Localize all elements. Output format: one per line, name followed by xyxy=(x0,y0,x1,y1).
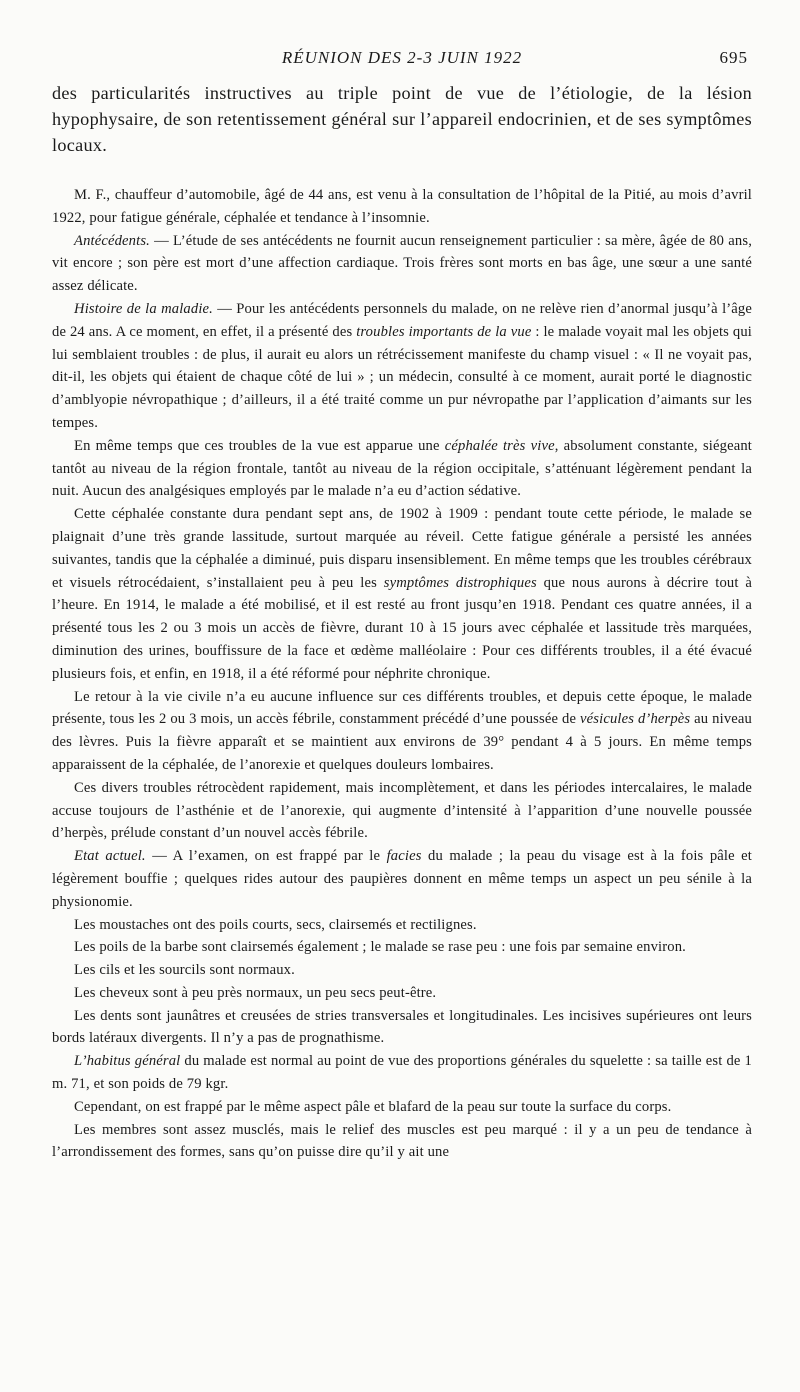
page-number: 695 xyxy=(719,48,748,67)
section-heading: L’habitus général xyxy=(74,1053,181,1070)
paragraph-habitus: L’habitus général du malade est normal au point de vue des proportions générales du squelette : sa taille est de 1 m. 71, et son poids de 79 kgr. xyxy=(52,1053,752,1093)
paragraph-civil-life: Le retour à la vie civile n’a eu aucune influence sur ces différents troubles, et depuis cette époque, le malade présente, tous les 2 ou 3 mois, un accès fébrile, constamment précédé d’une poussée de vésicules d’herpès au niveau des lèvres. Puis la fièvre apparaît et se maintient aux environs de 39° pendant 4 à 5 jours. En même temps apparaissent de la céphalée, de l’anorexie et quelques douleurs lombaires. xyxy=(52,688,752,773)
paragraph-history: Histoire de la maladie. — Pour les antécédents personnels du malade, on ne relève rien d’anormal jusqu’à l’âge de 24 ans. A ce moment, en effet, il a présenté des troubles importants de la vue : le malade voyait mal les objets qui lui semblaient troubles : de plus, il aurait eu alors un rétrécissement manifeste du champ visuel : « Il ne voyait pas, dit-il, les objets qui étaient de chaque côté de lui » ; un médecin, consulté à ce moment, aurait porté le diagnostic d’amblyopie névropathique ; d’ailleurs, il a été traité comme un pur névropathe par l’application d’aimants sur les tempes. xyxy=(52,300,752,431)
paragraph-moustache: Les moustaches ont des poils courts, secs, clairsemés et rectilignes. xyxy=(74,916,477,933)
paragraph-cephalee: En même temps que ces troubles de la vue est apparue une céphalée très vive, absolument constante, siégeant tantôt au niveau de la région frontale, tantôt au niveau de la région occipitale, s’atténuant légèrement pendant la nuit. Aucun des analgésiques employés par le malade n’a eu d’action sédative. xyxy=(52,437,752,500)
running-header xyxy=(52,48,752,78)
section-heading: Antécédents. xyxy=(74,232,150,249)
paragraph-lashes: Les cils et les sourcils sont normaux. xyxy=(74,962,295,979)
paragraph-hair: Les cheveux sont à peu près normaux, un peu secs peut-être. xyxy=(74,984,437,1001)
paragraph-antecedents: Antécédents. — L’étude de ses antécédents ne fournit aucun renseignement particulier : sa mère, âgée de 80 ans, vit encore ; son père est mort d’une affection cardiaque. Trois frères sont morts en bas âge, une sœur a une santé assez délicate. xyxy=(52,232,752,295)
section-heading: Histoire de la maladie. xyxy=(74,300,213,317)
paragraph-duration: Cette céphalée constante dura pendant sept ans, de 1902 à 1909 : pendant toute cette période, le malade se plaignait d’une très grande lassitude, surtout marquée au réveil. Cette fatigue générale a persisté les années suivantes, tandis que la céphalée a diminué, puis disparu insensiblement. En même temps que les troubles cérébraux et visuels rétrocédaient, s’installaient peu à peu les symptômes distrophiques que nous aurons à décrire tout à l’heure. En 1914, le malade a été mobilisé, et il est resté au front jusqu’en 1918. Pendant ces quatre années, il a présenté tous les 2 ou 3 mois un accès de fièvre, durant 10 à 15 jours avec céphalée et lassitude très marquées, diminution des urines, bouffissure de la face et œdème malléolaire : Pour ces différents troubles, il a été évacué plusieurs fois, et enfin, en 1918, il a été réformé pour néphrite chronique. xyxy=(52,506,752,682)
paragraph-teeth: Les dents sont jaunâtres et creusées de stries transversales et longitudinales. Les incisives supérieures ont leurs bords latéraux divergents. Il n’y a pas de prognathisme. xyxy=(52,1007,752,1047)
intro-paragraph: des particularités instructives au triple point de vue de l’étiologie, de la lésion hypophysaire, de son retentissement général sur l’appareil endocrinien, et de ses symptômes locaux. xyxy=(52,83,752,155)
paragraph-intercalary: Ces divers troubles rétrocèdent rapidement, mais incomplètement, et dans les périodes intercalaires, le malade accuse toujours de l’asthénie et de l’anorexie, qui augmente d’intensité à l’apparition d’une nouvelle poussée d’herpès, prélude constant d’un nouvel accès fébrile. xyxy=(52,779,752,842)
running-title: RÉUNION DES 2-3 JUIN 1922 xyxy=(281,48,523,67)
paragraph-case-intro: M. F., chauffeur d’automobile, âgé de 44 ans, est venu à la consultation de l’hôpital de la Pitié, au mois d’avril 1922, pour fatigue générale, céphalée et tendance à l’insomnie. xyxy=(52,187,752,226)
paragraph-beard: Les poils de la barbe sont clairsemés également ; le malade se rase peu : une fois par semaine environ. xyxy=(74,939,686,956)
paragraph-skin: Cependant, on est frappé par le même aspect pâle et blafard de la peau sur toute la surface du corps. xyxy=(74,1098,672,1115)
paragraph-current-state: Etat actuel. — A l’examen, on est frappé par le facies du malade ; la peau du visage est à la fois pâle et légèrement bouffie ; quelques rides autour des paupières donnent en même temps un aspect un peu sénile à la physionomie. xyxy=(52,848,753,910)
body-text xyxy=(52,184,752,1164)
section-heading: Etat actuel. xyxy=(74,848,146,865)
paragraph-limbs: Les membres sont assez musclés, mais le relief des muscles est peu marqué : il y a un peu de tendance à l’arrondissement des formes, sans qu’on puisse dire qu’il y ait une xyxy=(52,1121,752,1161)
